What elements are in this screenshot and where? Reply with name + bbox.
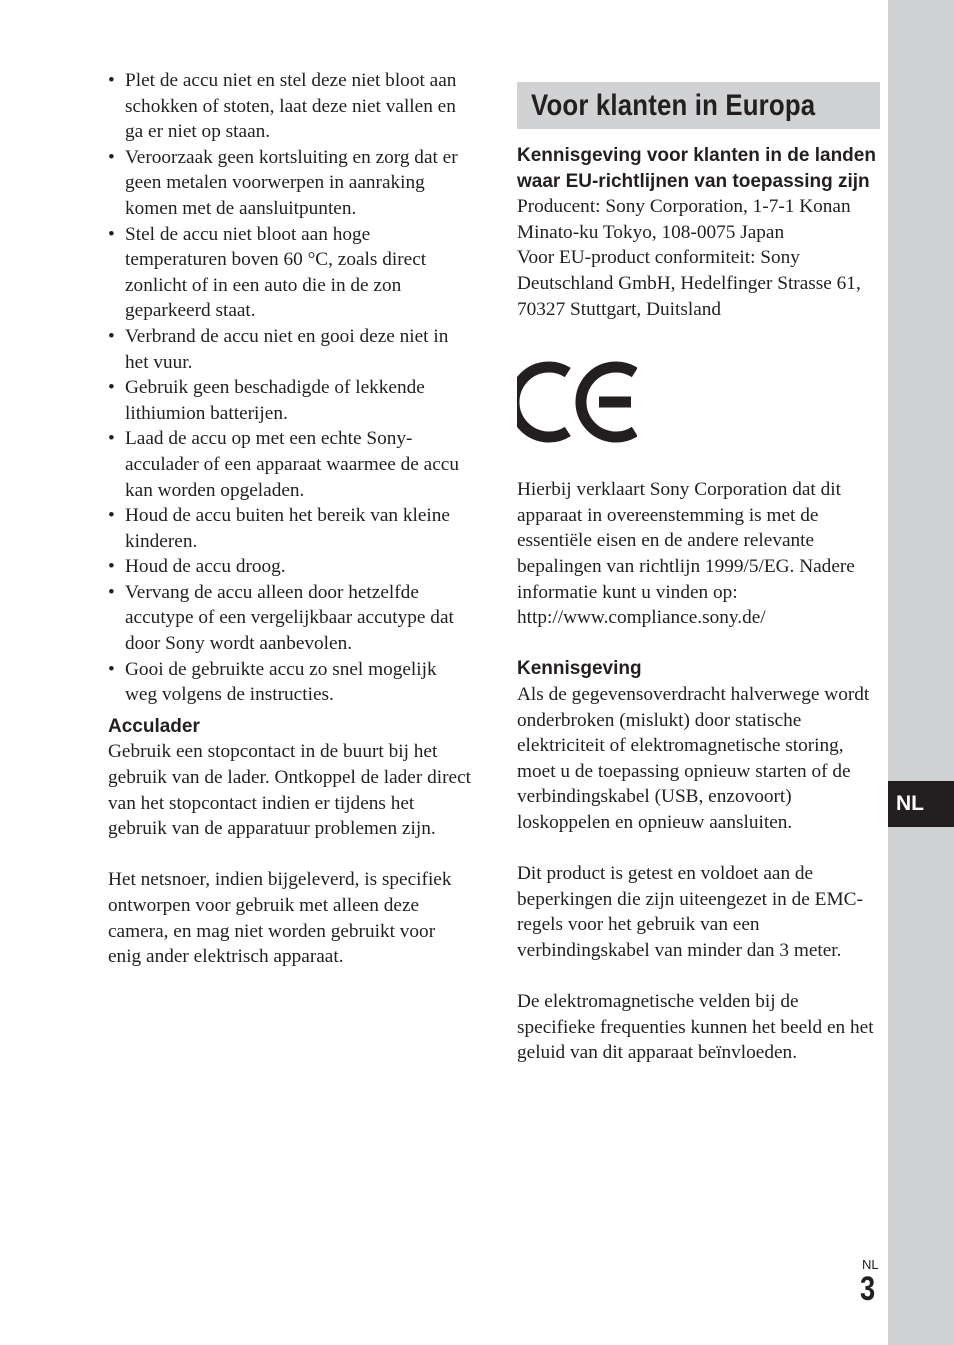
em-fields-notice: De elektromagnetische velden bij de specifieke frequenties kunnen het beeld en het geluid van dit apparaat beïnvloeden. xyxy=(517,991,874,1064)
left-column xyxy=(108,68,472,970)
charger-paragraph: Gebruik een stopcontact in de buurt bij het gebruik van de lader. Ontkoppel de lader direct van het stopcontact indien er tijdens het gebruik van de apparatuur problemen zijn. xyxy=(108,741,471,840)
list-item: • Gebruik geen beschadigde of lekkende lithiumion batterijen. xyxy=(108,375,472,426)
battery-precautions-list xyxy=(108,68,472,708)
right-column xyxy=(517,82,881,1066)
list-item: • Plet de accu niet en stel deze niet bloot aan schokken of stoten, laat deze niet vallen en ga er niet op staan. xyxy=(108,68,472,145)
power-cord-paragraph: Het netsnoer, indien bijgeleverd, is specifiek ontworpen voor gebruik met alleen deze camera, en mag niet worden gebruikt voor enig ander elektrisch apparaat. xyxy=(108,869,452,968)
kennisgeving-heading: Kennisgeving xyxy=(517,658,642,680)
charger-heading: Acculader xyxy=(108,715,200,737)
page-number: 3 xyxy=(860,1270,876,1308)
eu-conformity-text: Voor EU-product conformiteit: Sony Deutschland GmbH, Hedelfinger Strasse 61, 70327 Stuttgart, Duitsland xyxy=(517,247,861,320)
declaration-text: Hierbij verklaart Sony Corporation dat dit apparaat in overeenstemming is met de essentiële eisen en de andere relevante bepalingen van richtlijn 1999/5/EG. Nadere informatie kunt u vinden op: xyxy=(517,479,855,603)
emc-notice: Dit product is getest en voldoet aan de beperkingen die zijn uiteengezet in de EMC-regels voor het gebruik van een verbindingskabel van minder dan 3 meter. xyxy=(517,863,863,961)
page-language-label: NL xyxy=(862,1257,879,1272)
producer-text: Producent: Sony Corporation, 1-7-1 Konan Minato-ku Tokyo, 108-0075 Japan xyxy=(517,196,851,243)
list-item: • Houd de accu buiten het bereik van kleine kinderen. xyxy=(108,503,472,554)
list-item: • Vervang de accu alleen door hetzelfde accutype of een vergelijkbaar accutype dat door Sony wordt aanbevolen. xyxy=(108,580,472,657)
ce-mark-icon xyxy=(517,357,881,447)
list-item: • Veroorzaak geen kortsluiting en zorg dat er geen metalen voorwerpen in aanraking komen met de aansluitpunten. xyxy=(108,145,472,222)
list-item: • Stel de accu niet bloot aan hoge temperaturen boven 60 °C, zoals direct zonlicht of in een auto die in de zon geparkeerd staat. xyxy=(108,222,472,324)
section-title: Voor klanten in Europa xyxy=(531,89,816,122)
list-item: • Laad de accu op met een echte Sony-acculader of een apparaat waarmee de accu kan worden opgeladen. xyxy=(108,426,472,503)
language-tab: NL xyxy=(888,781,954,827)
data-transfer-notice: Als de gegevensoverdracht halverwege wordt onderbroken (mislukt) door statische elektriciteit of elektromagnetische storing, moet u de toepassing opnieuw starten of de verbindingskabel (USB, enzovoort) loskoppelen en opnieuw aansluiten. xyxy=(517,683,870,833)
list-item: • Verbrand de accu niet en gooi deze niet in het vuur. xyxy=(108,324,472,375)
side-strip xyxy=(888,0,954,1345)
compliance-link[interactable]: http://www.compliance.sony.de/ xyxy=(517,607,766,629)
list-item: • Gooi de gebruikte accu zo snel mogelijk weg volgens de instructies. xyxy=(108,657,472,708)
list-item: • Houd de accu droog. xyxy=(108,554,472,580)
eu-notice-heading: Kennisgeving voor klanten in de landen waar EU-richtlijnen van toepassing zijn xyxy=(517,145,876,192)
section-title-banner xyxy=(517,82,880,129)
